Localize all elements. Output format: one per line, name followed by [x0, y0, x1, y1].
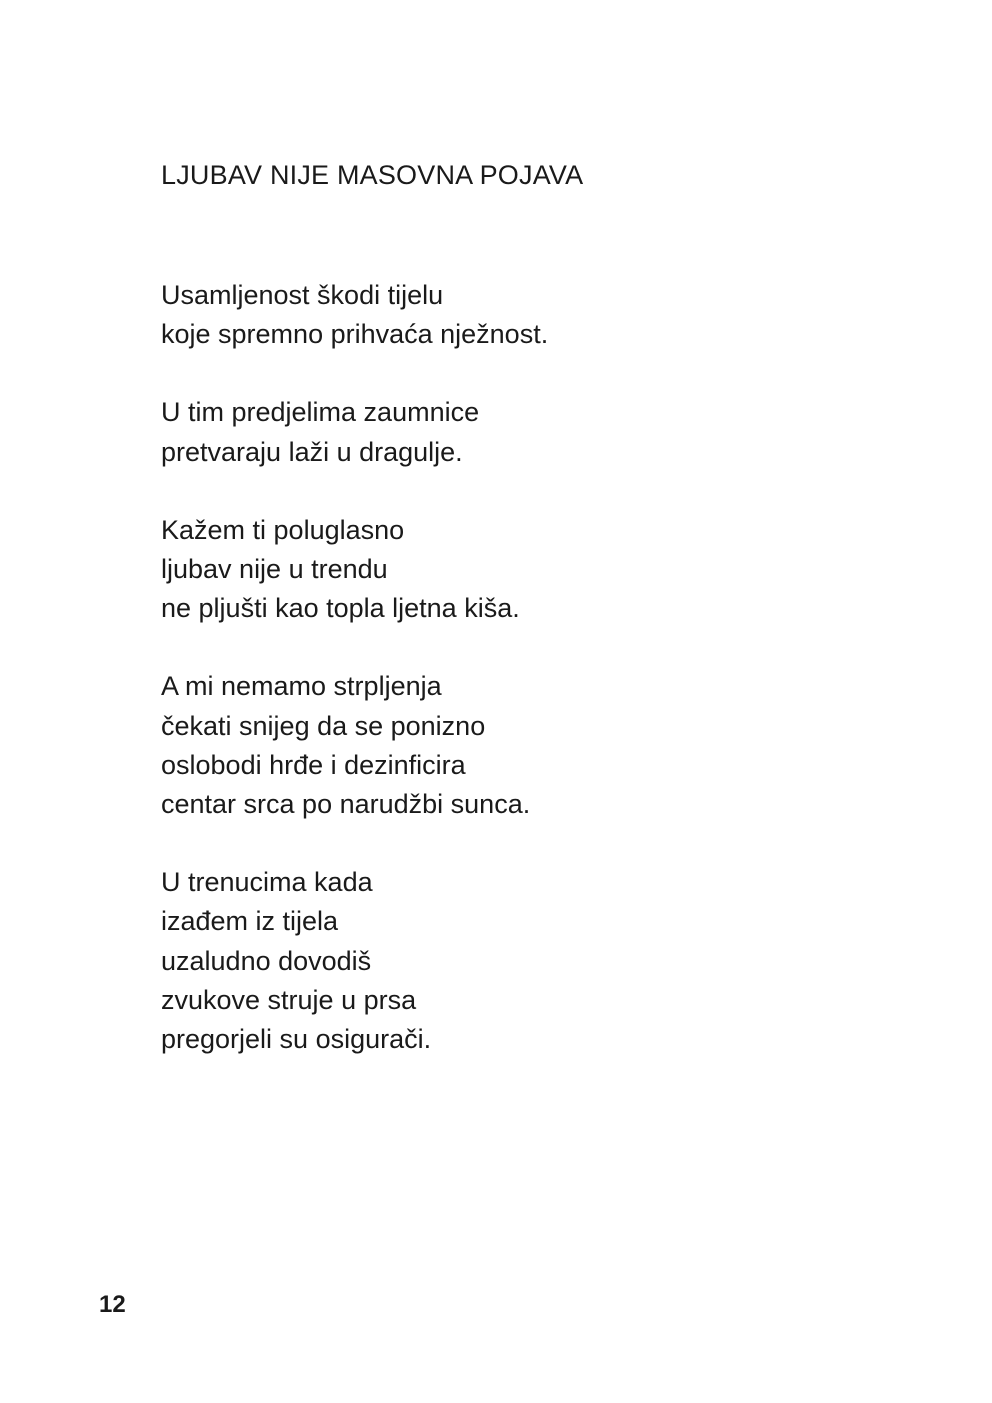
- poem-line: Usamljenost škodi tijelu: [161, 280, 444, 310]
- poem-line: ne pljušti kao topla ljetna kiša.: [161, 593, 520, 624]
- stanza: [161, 276, 921, 354]
- stanza: [161, 511, 921, 629]
- stanza: [161, 863, 921, 1059]
- poem-line: U trenucima kada: [161, 867, 373, 898]
- poem-line: izađem iz tijela: [161, 906, 339, 937]
- stanza: [161, 667, 921, 824]
- page-number: 12: [99, 1291, 126, 1318]
- poem-line: uzaludno dovodiš: [161, 945, 372, 976]
- stanza: [161, 393, 921, 471]
- poem-line: Kažem ti poluglasno: [161, 514, 405, 545]
- poem-line: zvukove struje u prsa: [161, 984, 417, 1015]
- poem-body: [161, 276, 921, 1098]
- poem-line: U tim predjelima zaumnice: [161, 397, 480, 428]
- poem-line: ljubav nije u trendu: [161, 554, 388, 585]
- poem-line: A mi nemamo strpljenja: [161, 671, 442, 702]
- poem-line: koje spremno prihvaća nježnost.: [161, 319, 549, 350]
- poem-line: pregorjeli su osigurači.: [161, 1024, 432, 1055]
- poem-line: centar srca po narudžbi sunca.: [161, 789, 531, 820]
- poem-line: oslobodi hrđe i dezinficira: [161, 749, 466, 780]
- poem-line: pretvaraju laži u dragulje.: [161, 436, 463, 467]
- poem-title: LJUBAV NIJE MASOVNA POJAVA: [161, 160, 584, 190]
- poem-line: čekati snijeg da se ponizno: [161, 710, 486, 741]
